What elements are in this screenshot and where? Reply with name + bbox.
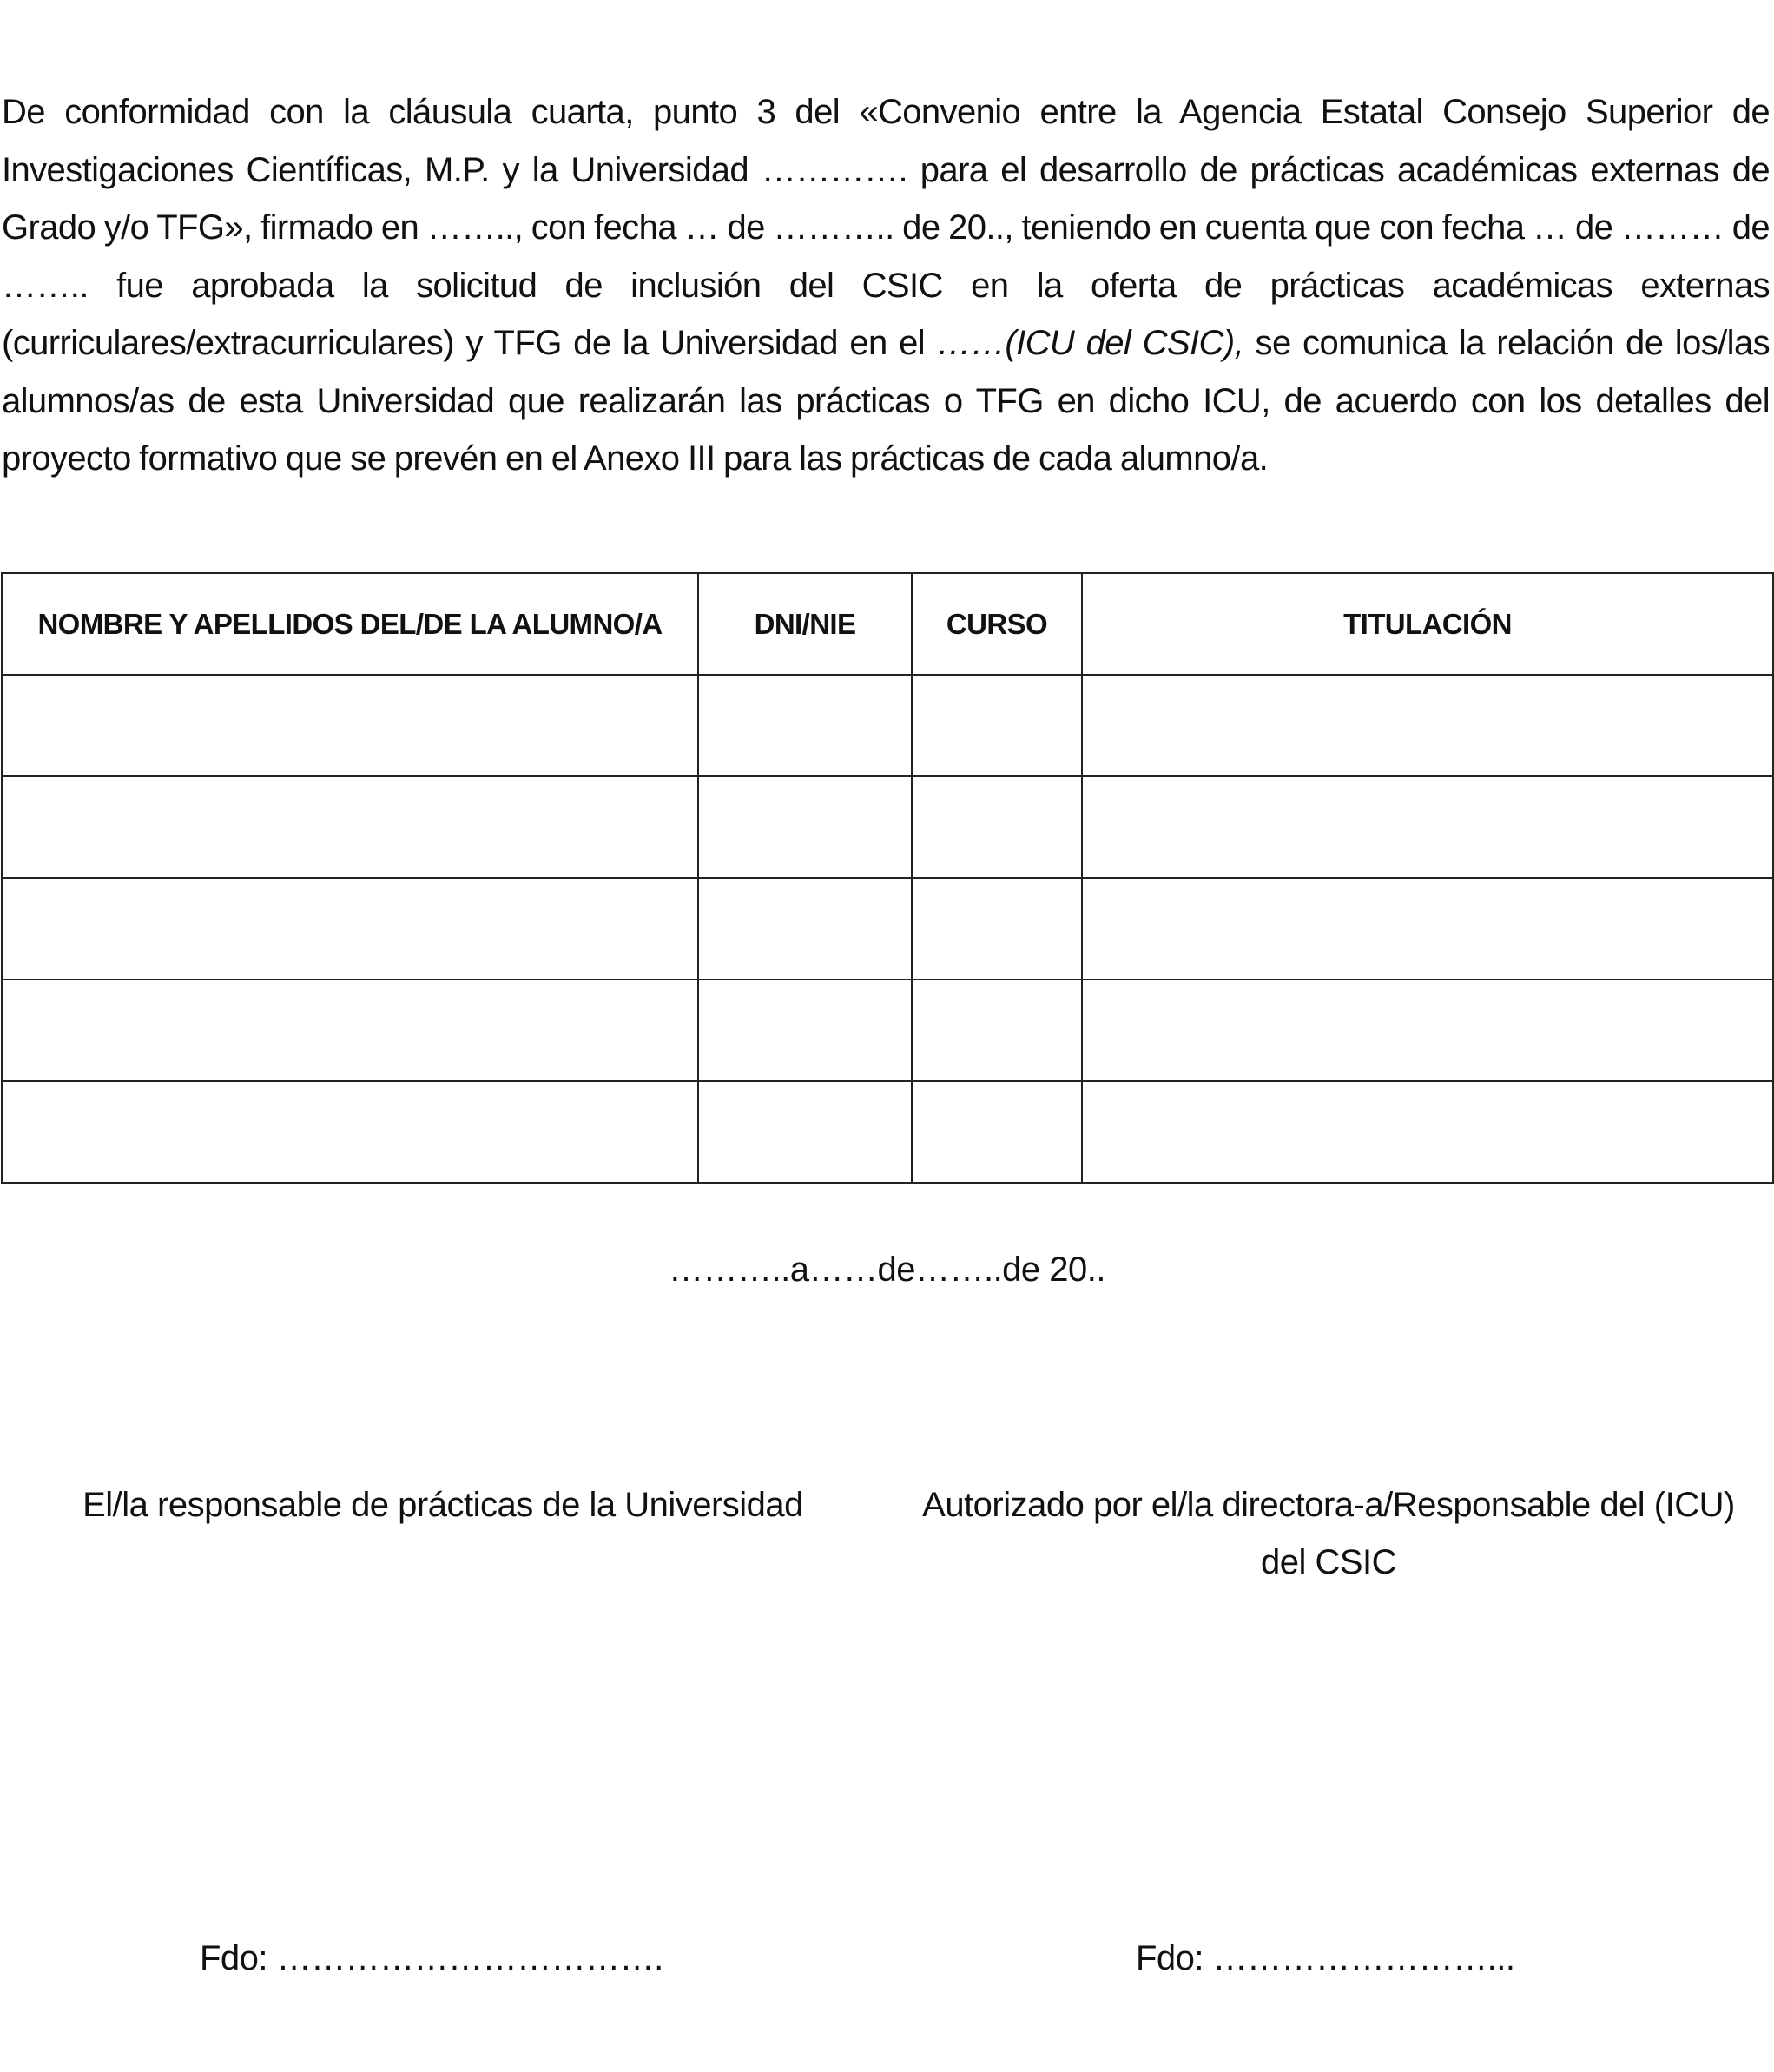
cell-curso[interactable]: [912, 878, 1082, 980]
table-row: [2, 776, 1773, 878]
table-row: [2, 878, 1773, 980]
cell-curso[interactable]: [912, 1081, 1082, 1183]
table-header-row: [2, 573, 1773, 675]
cell-dni[interactable]: [698, 675, 912, 776]
students-table: [1, 572, 1774, 1184]
cell-titulacion[interactable]: [1082, 776, 1773, 878]
cell-curso[interactable]: [912, 776, 1082, 878]
table-row: [2, 1081, 1773, 1183]
table-row: [2, 675, 1773, 776]
cell-nombre[interactable]: [2, 675, 698, 776]
university-signatory-label: El/la responsable de prácticas de la Universidad: [82, 1486, 803, 1524]
table-row: [2, 980, 1773, 1081]
cell-nombre[interactable]: [2, 980, 698, 1081]
header-nombre: NOMBRE Y APELLIDOS DEL/DE LA ALUMNO/A: [2, 573, 698, 675]
cell-nombre[interactable]: [2, 878, 698, 980]
intro-text-2: se comunica la relación de los/las alumnos/as de esta Universidad que realizarán las prácticas o TFG en dicho ICU, de acuerdo con los detalles del proyecto formativo que se prevén en el Anexo III para las prácticas de cada alumno/a.: [2, 324, 1770, 478]
cell-dni[interactable]: [698, 1081, 912, 1183]
cell-titulacion[interactable]: [1082, 675, 1773, 776]
header-dni: DNI/NIE: [698, 573, 912, 675]
cell-titulacion[interactable]: [1082, 878, 1773, 980]
cell-curso[interactable]: [912, 675, 1082, 776]
csic-signatory-label: Autorizado por el/la directora-a/Responsable del (ICU) del CSIC: [922, 1486, 1735, 1581]
university-signature-line: Fdo: …………………………….: [200, 1939, 663, 1977]
cell-nombre[interactable]: [2, 776, 698, 878]
intro-text-1: De conformidad con la cláusula cuarta, punto 3 del «Convenio entre la Agencia Estatal Consejo Superior de Investigaciones Científicas, M.P. y la Universidad …………. para el desarrollo de prácticas académicas externas de Grado y/o TFG», firmado en …….., con fecha … de ……….. de 20.., teniendo en cuenta que con fecha … de ……… de …….. fue aprobada la solicitud de inclusión del CSIC en la oferta de prácticas académicas externas (curriculares/extracurriculares) y TFG de la Universidad en el: [2, 93, 1770, 362]
cell-nombre[interactable]: [2, 1081, 698, 1183]
cell-titulacion[interactable]: [1082, 1081, 1773, 1183]
cell-dni[interactable]: [698, 878, 912, 980]
place-date-line: ………..a……de……..de 20..: [668, 1250, 1105, 1289]
intro-paragraph: [2, 83, 1770, 488]
header-curso: CURSO: [912, 573, 1082, 675]
intro-italic-icu: ……(ICU del CSIC),: [936, 324, 1244, 362]
cell-curso[interactable]: [912, 980, 1082, 1081]
cell-dni[interactable]: [698, 980, 912, 1081]
csic-signature-line: Fdo: ……………………...: [1136, 1939, 1515, 1977]
header-titulacion: TITULACIÓN: [1082, 573, 1773, 675]
cell-titulacion[interactable]: [1082, 980, 1773, 1081]
cell-dni[interactable]: [698, 776, 912, 878]
